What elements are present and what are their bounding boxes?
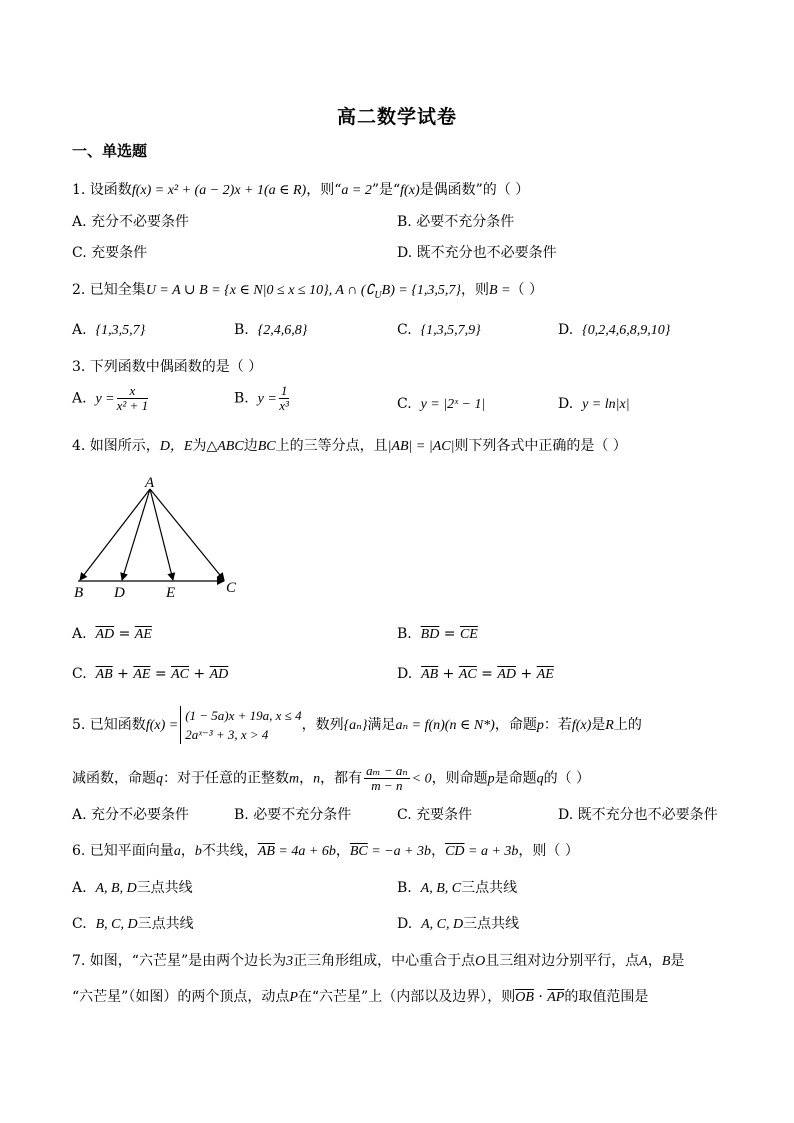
q2-option-a[interactable] — [72, 320, 145, 341]
question-7-line-2 — [72, 987, 648, 1008]
q5-option-c[interactable]: C. 充要条件 — [397, 807, 473, 823]
option-letter: D. — [397, 666, 413, 682]
fraction-numerator: aₘ − aₙ — [366, 763, 408, 778]
q6-text: ， — [335, 843, 350, 859]
vector: $\overline{AE}$ — [133, 667, 151, 682]
vector: $\overline{AB}$ — [421, 667, 439, 682]
q5-formula: p — [536, 718, 544, 733]
question-5-stem — [72, 706, 642, 745]
q4-formula: △ABC — [206, 439, 244, 454]
q6-option-c[interactable] — [72, 914, 194, 935]
option-letter: B. — [397, 626, 412, 642]
option-letter: D. — [397, 916, 413, 932]
q7-text: 是 — [670, 953, 685, 969]
option-letter: A. — [72, 626, 87, 642]
q5-formula: R — [605, 718, 614, 733]
q5-text: ：若 — [543, 717, 572, 733]
vector-ab — [80, 489, 150, 580]
q6-option-b[interactable] — [397, 878, 517, 899]
option-suffix: 三点共线 — [136, 880, 193, 896]
q5-formula: q — [156, 771, 163, 787]
option-letter: C. — [397, 322, 412, 338]
vector: $\overline{AE}$ — [536, 667, 554, 682]
q2-formula: B = — [489, 283, 511, 298]
q4-formula: |AB| = |AC| — [387, 439, 455, 454]
q7-text: 的取值范围是 — [564, 989, 649, 1005]
q2-option-d[interactable] — [558, 320, 670, 341]
q3-option-d[interactable] — [558, 394, 630, 415]
q2-option-c[interactable] — [397, 320, 481, 341]
q5-formula: p — [487, 771, 495, 787]
q6-formula: b — [194, 844, 202, 859]
vector: $\overline{AD}$ — [95, 627, 115, 642]
q2-formula: U — [374, 289, 382, 301]
case-1: (1 − 5a)x + 19a, x ≤ 4 — [185, 708, 302, 723]
option-letter: C. — [397, 396, 412, 412]
option-letter: B. — [234, 322, 249, 338]
q4-text: 4. 如图所示， — [72, 438, 160, 454]
q6-formula: = 4a + 6b — [274, 844, 336, 859]
fraction-denominator: x² + 1 — [116, 398, 149, 413]
q5-text: 上的 — [613, 717, 642, 733]
q1-option-d[interactable]: D. 既不充分也不必要条件 — [397, 245, 557, 261]
q5-text: 5. 已知函数 — [72, 717, 146, 733]
q6-text: 不共线， — [201, 843, 258, 859]
fraction — [364, 764, 410, 793]
q1-option-c[interactable]: C. 充要条件 — [72, 245, 148, 261]
option-letter: A. — [72, 390, 87, 407]
q7-text: 正三角形组成，中心重合于点 — [293, 953, 476, 969]
q1-option-b[interactable]: B. 必要不充分条件 — [397, 214, 515, 230]
q5-text: ，都有 — [320, 770, 363, 787]
option-suffix: 三点共线 — [463, 916, 520, 932]
label-a: A — [145, 475, 155, 491]
fraction — [117, 384, 148, 413]
q7-text: “六芒星”（如图）的两个顶点，动点 — [72, 989, 290, 1005]
vector: $\overline{AC}$ — [171, 667, 189, 682]
option-letter: C. — [72, 916, 87, 932]
vector: $\overline{AE}$ — [134, 627, 152, 642]
q1-formula: a = 2 — [341, 183, 372, 198]
q7-formula: A — [639, 954, 648, 969]
question-1-stem — [72, 180, 529, 201]
q4-text: 为 — [192, 438, 207, 454]
q1-text: ”是“ — [371, 182, 401, 198]
q1-text: 1. 设函数 — [72, 182, 132, 198]
q6-text: ， — [180, 843, 195, 859]
q2-formula: B) = {1,3,5,7} — [381, 283, 462, 298]
q7-formula: O — [475, 954, 486, 969]
q5-formula: < 0 — [411, 771, 432, 787]
option-value: {2,4,6,8} — [257, 323, 308, 338]
q6-text: ，则（ ） — [518, 843, 579, 859]
option-letter: D. — [558, 322, 574, 338]
q5-text: 的（ ） — [543, 770, 591, 787]
q5-formula: f(x) — [571, 718, 592, 733]
q5-option-d[interactable]: D. 既不充分也不必要条件 — [558, 807, 718, 823]
q5-text: ，命题 — [494, 717, 537, 733]
q5-option-a[interactable]: A. 充分不必要条件 — [72, 807, 190, 823]
q4-formula: BC — [257, 439, 276, 454]
q1-text: 是偶函数”的（ ） — [419, 182, 530, 198]
q6-formula: a — [173, 844, 181, 859]
option-value: y = ln|x| — [582, 397, 630, 412]
q7-text: 7. 如图，“六芒星”是由两个边长为 — [72, 953, 287, 969]
q6-formula: = a + 3b — [464, 844, 519, 859]
vector: $\overline{CE}$ — [459, 627, 478, 642]
vector: $\overline{AD}$ — [497, 667, 517, 682]
vector: $\overline{BC}$ — [349, 844, 368, 859]
vector: $\overline{AD}$ — [209, 667, 229, 682]
option-letter: B. — [234, 390, 249, 407]
q5-option-b[interactable]: B. 必要不充分条件 — [234, 807, 352, 823]
question-5-line-2 — [72, 764, 590, 793]
vector-ad — [122, 489, 150, 580]
vector: $\overline{BD}$ — [420, 627, 440, 642]
q4-text: 上的三等分点，且 — [275, 438, 388, 454]
q4-text: 则下列各式中正确的是（ ） — [454, 438, 627, 454]
q2-formula: U = A ∪ B = {x ∈ N|0 ≤ x ≤ 10}, A ∩ (∁ — [145, 283, 375, 298]
piecewise-cases — [180, 706, 301, 744]
q2-text: ，则 — [461, 282, 490, 298]
q7-text: ， — [647, 953, 662, 969]
option-value: A, B, D — [95, 881, 137, 896]
q4-option-b[interactable]: B. $\overline{BD} = \overline{CE}$ — [397, 626, 478, 642]
q5-formula: aₙ = f(n)(n ∈ N*) — [395, 718, 495, 733]
option-value: {1,3,5,7,9} — [420, 323, 481, 338]
option-letter: D. — [558, 396, 574, 412]
q3-option-c[interactable] — [397, 394, 485, 415]
q2-option-b[interactable] — [234, 320, 307, 341]
fraction-denominator: x³ — [279, 398, 289, 413]
option-suffix: 三点共线 — [461, 880, 518, 896]
case-2: 2aˣ⁻³ + 3, x > 4 — [185, 727, 269, 742]
q6-option-d[interactable] — [397, 914, 519, 935]
q6-text: ， — [431, 843, 446, 859]
label-c: C — [226, 580, 237, 596]
q5-formula: m — [289, 771, 300, 787]
q3-option-b[interactable] — [234, 384, 291, 413]
q5-formula: n — [313, 771, 321, 787]
option-letter: A. — [72, 880, 87, 896]
q5-formula: f(x) = — [145, 718, 179, 733]
q5-text: ，则命题 — [431, 770, 488, 787]
section-heading: 一、单选题 — [72, 142, 148, 160]
q5-formula: {aₙ} — [343, 718, 368, 733]
q7-formula: B — [661, 954, 671, 969]
q7-formula: · — [533, 989, 548, 1005]
option-value: A, C, D — [421, 917, 464, 932]
q1-formula: f(x) = x² + (a − 2)x + 1(a ∈ R) — [131, 183, 307, 198]
q7-formula: 3 — [286, 954, 294, 969]
option-suffix: 三点共线 — [137, 916, 194, 932]
q6-option-a[interactable] — [72, 878, 193, 899]
q3-option-a[interactable] — [72, 384, 150, 413]
q4-option-d[interactable]: D. $\overline{AB} + \overline{AC} = \overline{AD} + \overline{AE}$ — [397, 666, 554, 682]
fraction-numerator: x — [117, 384, 148, 399]
q5-text: 是命题 — [494, 770, 537, 787]
q4-text: 边 — [243, 438, 258, 454]
option-value: A, B, C — [420, 881, 462, 896]
option-letter: A. — [72, 322, 87, 338]
vector: $\overline{AB}$ — [257, 844, 275, 859]
page-title: 高二数学试卷 — [336, 106, 457, 128]
q5-text: 减函数，命题 — [72, 770, 156, 787]
q4-option-c[interactable]: C. $\overline{AB} + \overline{AE} = \overline{AC} + \overline{AD}$ — [72, 666, 229, 682]
question-3-stem: 3. 下列函数中偶函数的是（ ） — [72, 359, 263, 375]
option-value: y = |2ˣ − 1| — [420, 397, 486, 412]
option-letter: C. — [72, 666, 87, 682]
label-d: D — [114, 585, 125, 601]
triangle-diagram — [72, 473, 252, 608]
q7-text: 在“六芒星”上（内部以及边界），则 — [297, 989, 516, 1005]
vector: $\overline{AB}$ — [95, 667, 113, 682]
q2-text: 2. 已知全集 — [72, 282, 146, 298]
vector: $\overline{OB}$ — [515, 990, 534, 1005]
q5-formula: q — [536, 771, 544, 787]
option-value: {0,2,4,6,8,9,10} — [582, 323, 671, 338]
option-value: y = — [95, 391, 115, 407]
q5-text: ， — [299, 770, 314, 787]
q6-formula: = −a + 3b — [367, 844, 432, 859]
q1-text: ，则“ — [306, 182, 342, 198]
q5-text: ，数列 — [301, 717, 344, 733]
option-value: y = — [257, 391, 277, 407]
question-7-stem — [72, 951, 684, 972]
question-4-stem — [72, 436, 627, 457]
label-e: E — [166, 585, 176, 601]
vector: $\overline{CD}$ — [445, 844, 465, 859]
vector: $\overline{AP}$ — [547, 990, 565, 1005]
q7-text: 且三组对边分别平行，点 — [485, 953, 640, 969]
q4-option-a[interactable]: A. $\overline{AD} = \overline{AE}$ — [72, 626, 152, 642]
q5-text: ：对于任意的正整数 — [163, 770, 289, 787]
q7-formula: P — [289, 990, 298, 1005]
fraction-denominator: m − n — [371, 778, 403, 793]
option-value: {1,3,5,7} — [95, 323, 146, 338]
question-2-stem — [72, 280, 543, 306]
fraction-numerator: 1 — [280, 383, 288, 398]
fraction — [279, 384, 290, 413]
vector: $\overline{AC}$ — [458, 667, 477, 682]
q2-text: （ ） — [510, 282, 543, 298]
q1-formula: f(x) — [400, 183, 420, 198]
q5-text: 满足 — [367, 717, 396, 733]
q6-text: 6. 已知平面向量 — [72, 843, 174, 859]
label-b: B — [74, 585, 84, 601]
q4-formula: D，E — [159, 439, 193, 454]
option-value: B, C, D — [95, 917, 138, 932]
q1-option-a[interactable]: A. 充分不必要条件 — [72, 214, 190, 230]
q5-text: 是 — [591, 717, 606, 733]
question-6-stem — [72, 841, 579, 862]
option-letter: B. — [397, 880, 412, 896]
